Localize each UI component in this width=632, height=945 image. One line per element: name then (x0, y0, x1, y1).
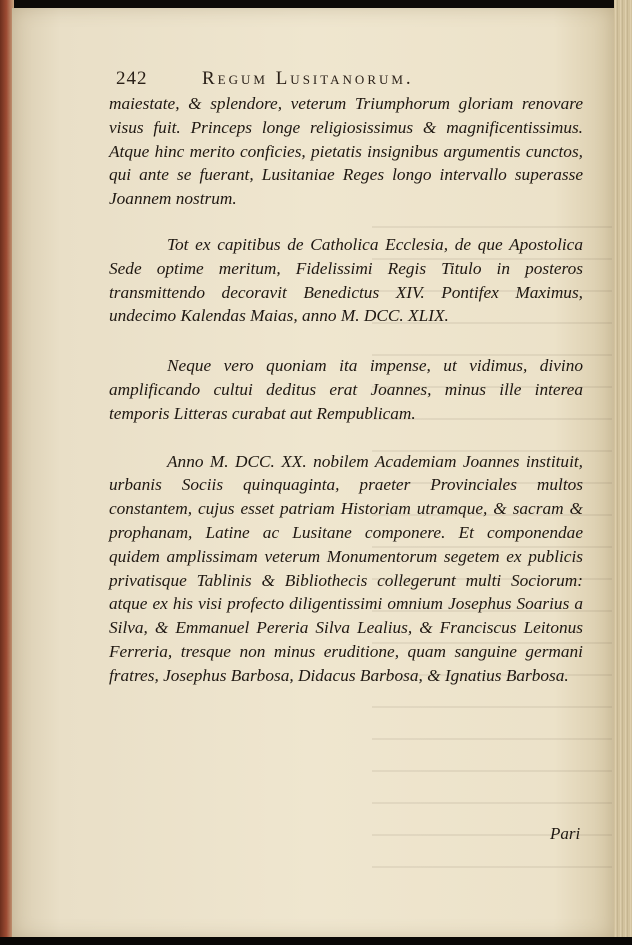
running-title: Regum Lusitanorum. (202, 68, 414, 89)
paragraph-2: Tot ex capitibus de Catholica Ecclesia, de que Apostolica Sede optime meritum, Fidelissimi Regis Titulo in posteros transmittendo decoravit Benedictus XIV. Pontifex Maximus, undecimo Kalendas Maias, anno M. DCC. XLIX. (109, 234, 583, 326)
page-number: 242 (116, 68, 148, 89)
page-fore-edge (614, 0, 632, 945)
paragraph-3: Neque vero quoniam ita impense, ut vidimus, divino amplificando cultui deditus erat Joannes, minus ille interea temporis Litteras curabat aut Rempublicam. (109, 356, 583, 423)
paragraph-4: Anno M. DCC. XX. nobilem Academiam Joannes instituit, urbanis Sociis quinquaginta, praeter Provinciales multos constantem, cujus esset patriam Historiam utramque, & sacram & prophanam, Latine ac Lusitane componere. Et componendae quidem amplissimam veterum Monumentorum segetem ex publicis privatisque Tablinis & Bibliothecis collegerunt multi Sociorum: atque ex his visi profecto diligentissimi omnium Josephus Soarius a Silva, & Emmanuel Pereria Silva Lealius, & Franciscus Leitonus Ferreria, tresque non minus eruditione, quam sanguine germani fratres, Josephus Barbosa, Didacus Barbosa, & Ignatius Barbosa. (109, 451, 583, 685)
catchword: Pari (550, 824, 581, 843)
body-text (109, 92, 583, 688)
scan-bottom-border (0, 937, 632, 945)
page-sheet (12, 8, 615, 938)
paragraph-1: maiestate, & splendore, veterum Triumphorum gloriam renovare visus fuit. Princeps longe religiosissimus & magnificentissimus. Atque hinc merito conficies, pietatis insignibus argumentis cunctos, qui ante se fuerant, Lusitaniae Reges longo intervallo superasse Joannem nostrum. (109, 94, 583, 209)
